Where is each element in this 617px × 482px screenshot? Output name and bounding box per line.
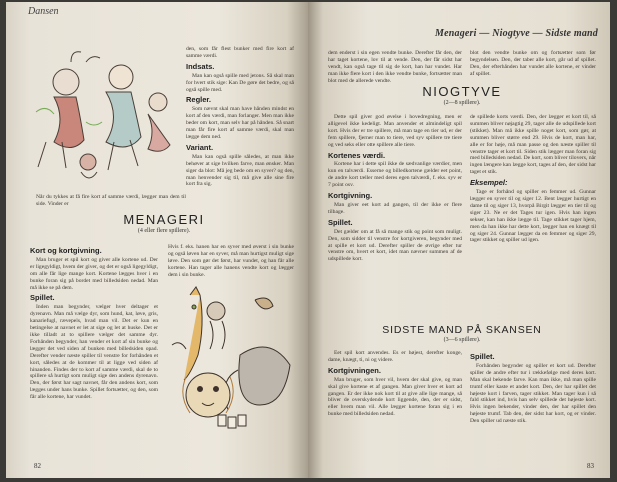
regler-text: Som nævnt skal man have hånden mindst en kort af den værdi, man forlanger. Men man ikke beder om kort, man selv har på hånden. Så snart man får fire kort af samme værdi, skal man lægge dem ned. <box>186 106 294 140</box>
heading-kortgivningen: Kortgivningen. <box>328 365 381 375</box>
left-top-right-column <box>186 46 294 191</box>
indsats-text: Man kan også spille med jetons. Så skal man for hvert stik sige: Kan De gøre det bedre, og så også spille med. <box>186 72 294 93</box>
section-subtitle-menageri: (4 eller flere spillere). <box>137 228 191 234</box>
sidste-mand-heading-block <box>328 324 596 346</box>
heading-spillet: Spillet. <box>30 293 55 303</box>
menageri-heading-block <box>30 212 298 237</box>
right-top-left-column: dem enderst i sin egen vendte bunke. Derefter får den, der har taget kortene, lov til at vende. Den, der får sidst har vendt, kan også tage til sig de kort, han har vundet. Har man ikke flere kort i den ikke vendte bunke, fortsætter man blot med de allerede vendte. <box>328 50 462 84</box>
heading-regler: Regler. <box>186 95 212 105</box>
heading-spillet-sidste-mand: Spillet. <box>470 352 495 361</box>
niogtyve-right-column <box>470 114 596 247</box>
heading-kortgivning: Kortgivning. <box>328 191 373 201</box>
spillet-niogtyve-text: Det gælder om at få så mange stik og point som muligt. Den, som sidder til venstre for kortgiveren, begynder med at spille et kort ud. Derefter spiller de øvrige efter tur venstre om, hvert et kort, idet man nævner summen af de udspillede kort. <box>328 228 462 263</box>
eksempel-text: Tage er forhånd og spiller en femmer ud. Gunnar lægger en syver til og siger 12. Bent lægger hurtigt en dame til og siger 13, hvorpå Birgit lægger en tier til og siger 23. Ne er det Tages tur igen. Hvis han ingen sekser, kan han ikke lægge til. Tage stikket tager hjem, men da han ikke har dette kort, lægger han en knægt til og siger 24. Gunnar lægger da en femmer og siger 29, tager stikket og spiller ud igen. <box>470 189 596 244</box>
kortgivning-text-right: Man giver eet kort ad gangen, til der ikke er flere tilbage. <box>328 201 462 215</box>
niogtyve-intro: Dette spil giver god øvelse i hovedregning, men er alligevel ikke kedeligt. Man anvender et almindeligt spil kort. Hvis der er tre spillere, må man tage en tier ud, er der fem spillere, fjerner man to tiere, ved syv spillere tre tiere og ved seks eller otte spillere alle tiere. <box>328 114 462 148</box>
spillet-text: Inden man begynder, vælger hver deltager et dyrenavn. Man må vælge dyr, som hund, kat, løve, gris, kanariefugl, rævepels, hvad man vil. Det er kun en betingelse at navnet er let at sige og let at huske. Det er ikke tilladt at to spillere vælger det samme dyr. Forhånden begynder, han vender et kort af sin bunke og lægger det ved siden af bunken med billedsiden opad. Derefter vender næste spiller til venstre for forhånden et kort, således at de kommer til at ligge ved siden af hinanden. Findes der to kort af samme værdi, skal de to spillere så hurtigt som muligt sige den andens dyrenavn. Den, der først har sagt navnet, får den andens kort, som lægges under hans bunke. Spillet fortsætter, og den, som får alle kortene, har vundet. <box>30 304 158 401</box>
heading-variant: Variant. <box>186 142 214 152</box>
heading-eksempel: Eksempel: <box>470 178 508 188</box>
left-bottom-left-column <box>30 244 158 404</box>
kortenes-vaerdi-text: Kortene har i dette spil ikke de sædvanlige værdier, men kun en talværdi. Esserne og billedkortene gælder eet point, de andre kort tæller med deres egen talværdi, f. eks. syv er 7 point osv. <box>328 161 462 189</box>
dancers-illustration <box>26 42 176 192</box>
section-subtitle-niogtyve: (2—8 spillere). <box>443 100 481 106</box>
page-number-right: 83 <box>587 462 594 470</box>
sidste-mand-intro: Eet spil kort anvendes. Es er højest, derefter konge, dame, knægt, ti, ni og videre. <box>328 350 462 363</box>
open-book <box>6 2 610 478</box>
menagerie-illustration <box>170 285 296 450</box>
section-title-niogtyve: NIOGTYVE <box>422 84 502 99</box>
section-title-menageri: MENAGERI <box>123 212 205 227</box>
spillet-sidste-mand-text: Forhånden begynder og spiller et kort ud. Derefter spiller de andre efter tur i rækkefølge med deres kort. Man skal bekende farve. Kan man ikke, må man spille trumf eller kaste et andet kort. Den, der har spillet det højeste kort i farven, tager stikket. Man tager kun i så fald stikket ind, hvis han selv spillede det højeste kort. Hvis ingen bekender, vinder den, der har spillet den højeste trumf. Tab den, der sidst har kort, og er vinder. Den spiller ud næste stik. <box>470 362 596 425</box>
left-page <box>6 2 308 478</box>
section-subtitle-sidste-mand: (3—6 spillere). <box>443 337 481 343</box>
sidste-mand-left-column <box>328 350 462 421</box>
page-number-left: 82 <box>34 462 41 470</box>
heading-kort-og-kortgivning: Kort og kortgivning. <box>30 246 102 255</box>
right-page <box>308 2 610 478</box>
caption: Når du tykkes at få fire kort af samme værdi, lægger man dem til side. Vinder er <box>36 194 186 207</box>
kortgivning-text: Man bruger et spil kort og giver alle kortene ud. Der er ligegyldigt, hvem der giver, og det er også ligegyldigt, om alle får lige mange kort. Kortene lægges hver i en bunke foran sig på bordet med billedsiden nedad. Man må ikke se på dem. <box>30 256 158 291</box>
variant-text: Man kan også spille således, at man ikke behøver at sige hvilken farve, man ønsker. Man siger da blot: Må jeg bede om en syver? og den, man henvender sig til, må give alle sine fire kort fra sig. <box>186 153 294 188</box>
heading-kortenes-vaerdi: Kortenes værdi. <box>328 150 386 160</box>
left-bottom-right-column: Hvis f. eks. hanen har en syver med øverst i sin bunke og også løven har en syver, må man hurtigst muligt sige løve. Den som gør det først, har vundet, og han får alle kortene. Han tager alle hanens vendte kort og lægger dem i sin bunke. <box>168 244 294 278</box>
running-head-left: Dansen <box>28 6 59 17</box>
kortgivningen-text: Man bruger, som hver vil, hvem der skal give, og man skal give kortene et af gangen. Man giver hver et kort ad gangen. Er der ikke nok kort til at give alle lige mange, så bliver de overskydende kort liggende, den, der er sidst, eller hvem man vil. Alle lægger kortene foran sig i en bunke med billedsiden nedad. <box>328 376 462 418</box>
sidste-mand-right-column <box>470 350 596 428</box>
intro-text: den, som får flest bunker med fire kort af samme værdi. <box>186 46 294 59</box>
section-title-sidste-mand: SIDSTE MAND PÅ SKANSEN <box>382 324 542 336</box>
niogtyve-heading-block <box>328 84 596 109</box>
right-top-right-column: blot den vendte bunke om og fortsætter som før begyndelsen. Den, der taber alle kort, går ud af spillet. Den, der efterhånden har vundet alle kortene, er vinder af spillet. <box>470 50 596 77</box>
heading-spillet-niogtyve: Spillet. <box>328 217 353 227</box>
running-head-right: Menageri — Niogtyve — Sidste mand <box>435 28 598 39</box>
niogtyve-right-text: de spillede korts værdi. Den, der lægger et kort til, så summen bliver nøjagtig 29, tager alle de udspillede kort (stikket). Man må ikke spille noget kort, som gør, at summen bliver større end 29. Hvis de kort, man har, alle er for høje, må man passe og den næste spiller til venstre tager et kort til. Siden stik lægger man foran sig med billedsiden nedad. De kort, som bliver tilovers, når ingen længere kan lægge kort, tages af den, der sidst har taget et stik. <box>470 114 596 176</box>
niogtyve-left-column <box>328 114 462 266</box>
heading-indsats: Indsats. <box>186 61 215 71</box>
